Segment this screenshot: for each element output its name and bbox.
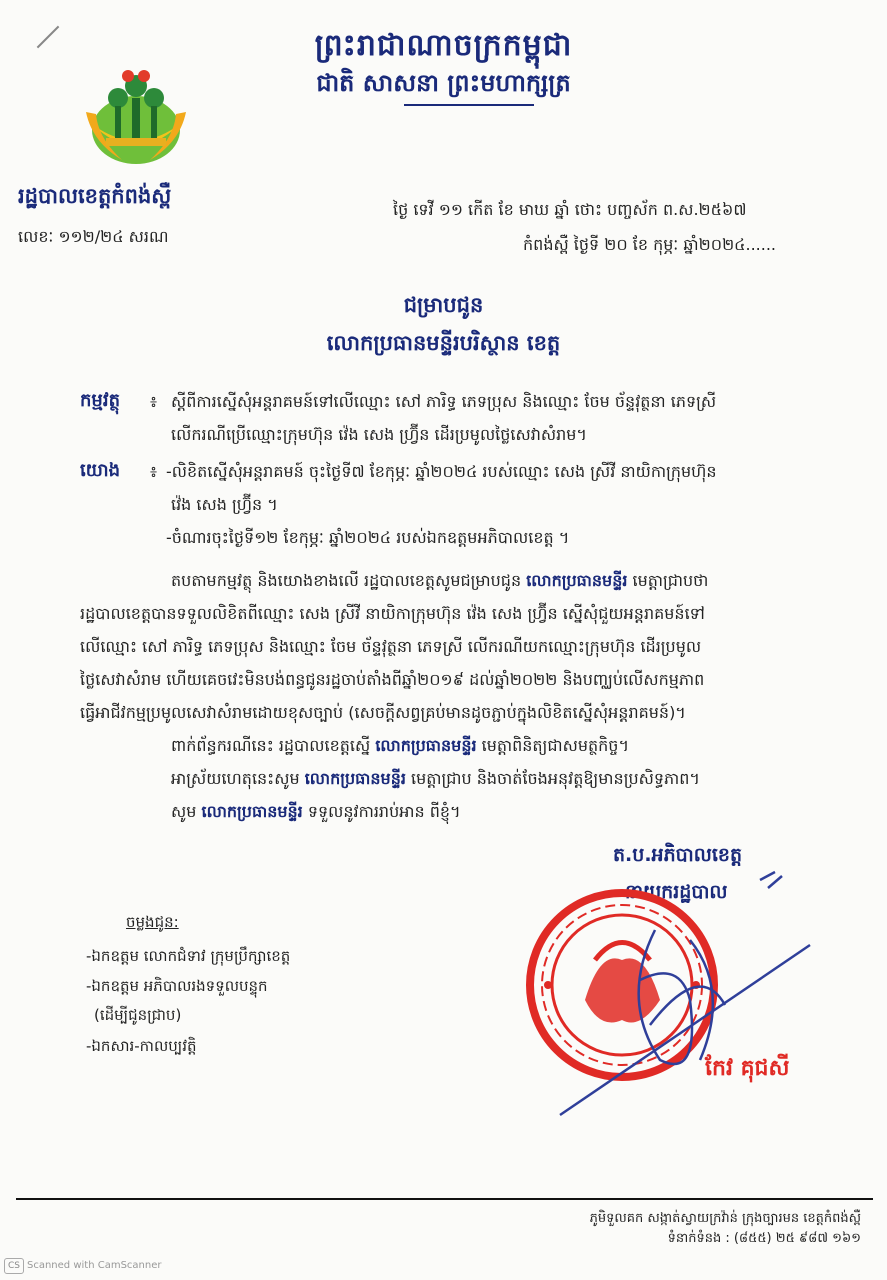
- body-paragraph-1-line-3: លើឈ្មោះ សៅ ភារិទ្ធ ភេទប្រុស និងឈ្មោះ ចែម ច័ន្ទវុត្ថនា ភេទស្រី លើករណីយកឈ្មោះក្រុមហ៊ុន ដើរប្រមូល: [80, 637, 702, 656]
- body-paragraph-4: សូម លោកប្រធានមន្ទីរ ទទួលនូវការរាប់អាន ពីខ្ញុំ។: [171, 802, 461, 821]
- reference-number: លេខៈ ១១២/២៤ សរណ: [18, 227, 169, 246]
- red-seal-stamp: [530, 893, 714, 1077]
- addressee-title: លោកប្រធានមន្ទីរ: [526, 571, 628, 590]
- camscanner-icon: CS: [4, 1258, 24, 1274]
- scanner-watermark: CS Scanned with CamScanner: [4, 1258, 162, 1274]
- footer-phone: ទំនាក់ទំនង : (៨៥៥) ២៥ ៩៨៧ ១៦១: [667, 1231, 861, 1246]
- copy-recipient: -ឯកសារ-កាលប្បវត្តិ: [86, 1037, 197, 1055]
- kingdom-heading: ព្រះរាជាណាចក្រកម្ពុជា: [314, 28, 573, 63]
- signature-title-1: ត.ប.អភិបាលខេត្ត: [613, 844, 743, 866]
- footer-address: ភូមិទួលគក សង្កាត់ស្វាយក្រវ៉ាន់ ក្រុងច្បារមន ខេត្តកំពង់ស្ពឺ: [589, 1211, 861, 1226]
- footer-divider: [16, 1198, 873, 1200]
- lunar-date: ថ្ងៃ ទេវី ១១ កើត ខែ មាឃ ឆ្នាំ ថោះ បញ្ចស័ក ព.ស.២៥៦៧: [393, 200, 747, 219]
- copy-recipient: -ឯកឧត្តម អភិបាលរងទទួលបន្ទុក: [86, 977, 268, 995]
- body-paragraph-1-line-2: រដ្ឋបាលខេត្តបានទទួលលិខិតពីឈ្មោះ សេង ស្រីវី នាយិកាក្រុមហ៊ុន វ៉េង សេង ហ្វ្រ៊ីន ស្នើសុំជួយអន្តរាគមន៍ទៅ: [80, 604, 705, 623]
- subject-line-2: លើករណីប្រើឈ្មោះក្រុមហ៊ុន វ៉េង សេង ហ្វ្រ៊ីន ដើរប្រមូលថ្លៃសេវាសំរាម។: [171, 425, 587, 444]
- body-paragraph-1-line-5: ធ្វើអាជីវកម្មប្រមូលសេវាសំរាមដោយខុសច្បាប់ (សេចក្តីសព្វគ្រប់មានដូចភ្ជាប់ក្នុងលិខិតស្នើសុំអន្តរាគមន៍)។: [80, 703, 686, 722]
- copies-title: ចម្លងជូន:: [126, 913, 179, 931]
- subject-line-1: ស្តីពីការស្នើសុំអន្តរាគមន៍ទៅលើឈ្មោះ សៅ ភារិទ្ធ ភេទប្រុស និងឈ្មោះ ចែម ច័ន្ទវុត្ថនា ភេទស្រី: [171, 392, 717, 411]
- subject-separator: ៖: [150, 392, 158, 411]
- sender-organization: រដ្ឋបាលខេត្តកំពង់ស្ពឺ: [18, 184, 172, 208]
- national-motto: ជាតិ សាសនា ព្រះមហាក្សត្រ: [316, 69, 571, 97]
- reference-line-2: វ៉េង សេង ហ្វ្រ៊ីន ។: [171, 495, 278, 514]
- copy-recipient: -ឯកឧត្តម លោកជំទាវ ក្រុមប្រឹក្សាខេត្ត: [86, 947, 291, 965]
- addressee-title: លោកប្រធានមន្ទីរ: [201, 802, 303, 821]
- signatory-name: កែវ គុជសី: [705, 1056, 790, 1081]
- body-paragraph-3: អាស្រ័យហេតុនេះសូម លោកប្រធានមន្ទីរ មេត្តាជ្រាប និងចាត់ចែងអនុវត្តឱ្យមានប្រសិទ្ធភាព។: [171, 769, 700, 788]
- addressee-title: លោកប្រធានមន្ទីរ: [375, 736, 477, 755]
- body-paragraph-1-line-1: តបតាមកម្មវត្ថុ និងយោងខាងលើ រដ្ឋបាលខេត្តសូមជម្រាបជូន លោកប្រធានមន្ទីរ មេត្តាជ្រាបថា: [171, 571, 709, 590]
- subject-label: កម្មវត្ថុ: [80, 390, 120, 411]
- addressee-title: លោកប្រធានមន្ទីរ: [304, 769, 406, 788]
- reference-line-3: -ចំណារចុះថ្ងៃទី១២ ខែកុម្ភៈ ឆ្នាំ២០២៤ របស់ឯកឧត្តមអភិបាលខេត្ត ។: [166, 528, 570, 547]
- recipient-name: លោកប្រធានមន្ទីរបរិស្ថាន ខេត្ត: [326, 331, 561, 355]
- body-paragraph-1-line-4: ថ្លៃសេវាសំរាម ហើយគេចវេះមិនបង់ពន្ធជូនរដ្ឋចាប់តាំងពីឆ្នាំ២០១៩ ដល់ឆ្នាំ២០២២ និងបញ្ឈប់លើសកម្មភាព: [80, 670, 705, 689]
- recipient-heading: ជម្រាបជូន: [403, 293, 484, 317]
- reference-label: យោង: [80, 460, 120, 481]
- reference-line-1: -លិខិតស្នើសុំអន្តរាគមន៍ ចុះថ្ងៃទី៧ ខែកុម្ភៈ ឆ្នាំ២០២៤ របស់ឈ្មោះ សេង ស្រីវី នាយិកាក្រុមហ៊ុន: [166, 462, 717, 481]
- solar-date: កំពង់ស្ពឺ ថ្ងៃទី ២០ ខែ កុម្ភៈ ឆ្នាំ២០២៤......: [523, 235, 777, 254]
- body-paragraph-2: ពាក់ព័ន្ធករណីនេះ រដ្ឋបាលខេត្តស្នើ លោកប្រធានមន្ទីរ មេត្តាពិនិត្យជាសមត្ថកិច្ច។: [171, 736, 629, 755]
- copy-recipient-note: (ដើម្បីជូនជ្រាប): [94, 1006, 182, 1024]
- reference-separator: ៖: [150, 462, 158, 481]
- signature-title-2: នាយករដ្ឋបាល: [625, 881, 728, 903]
